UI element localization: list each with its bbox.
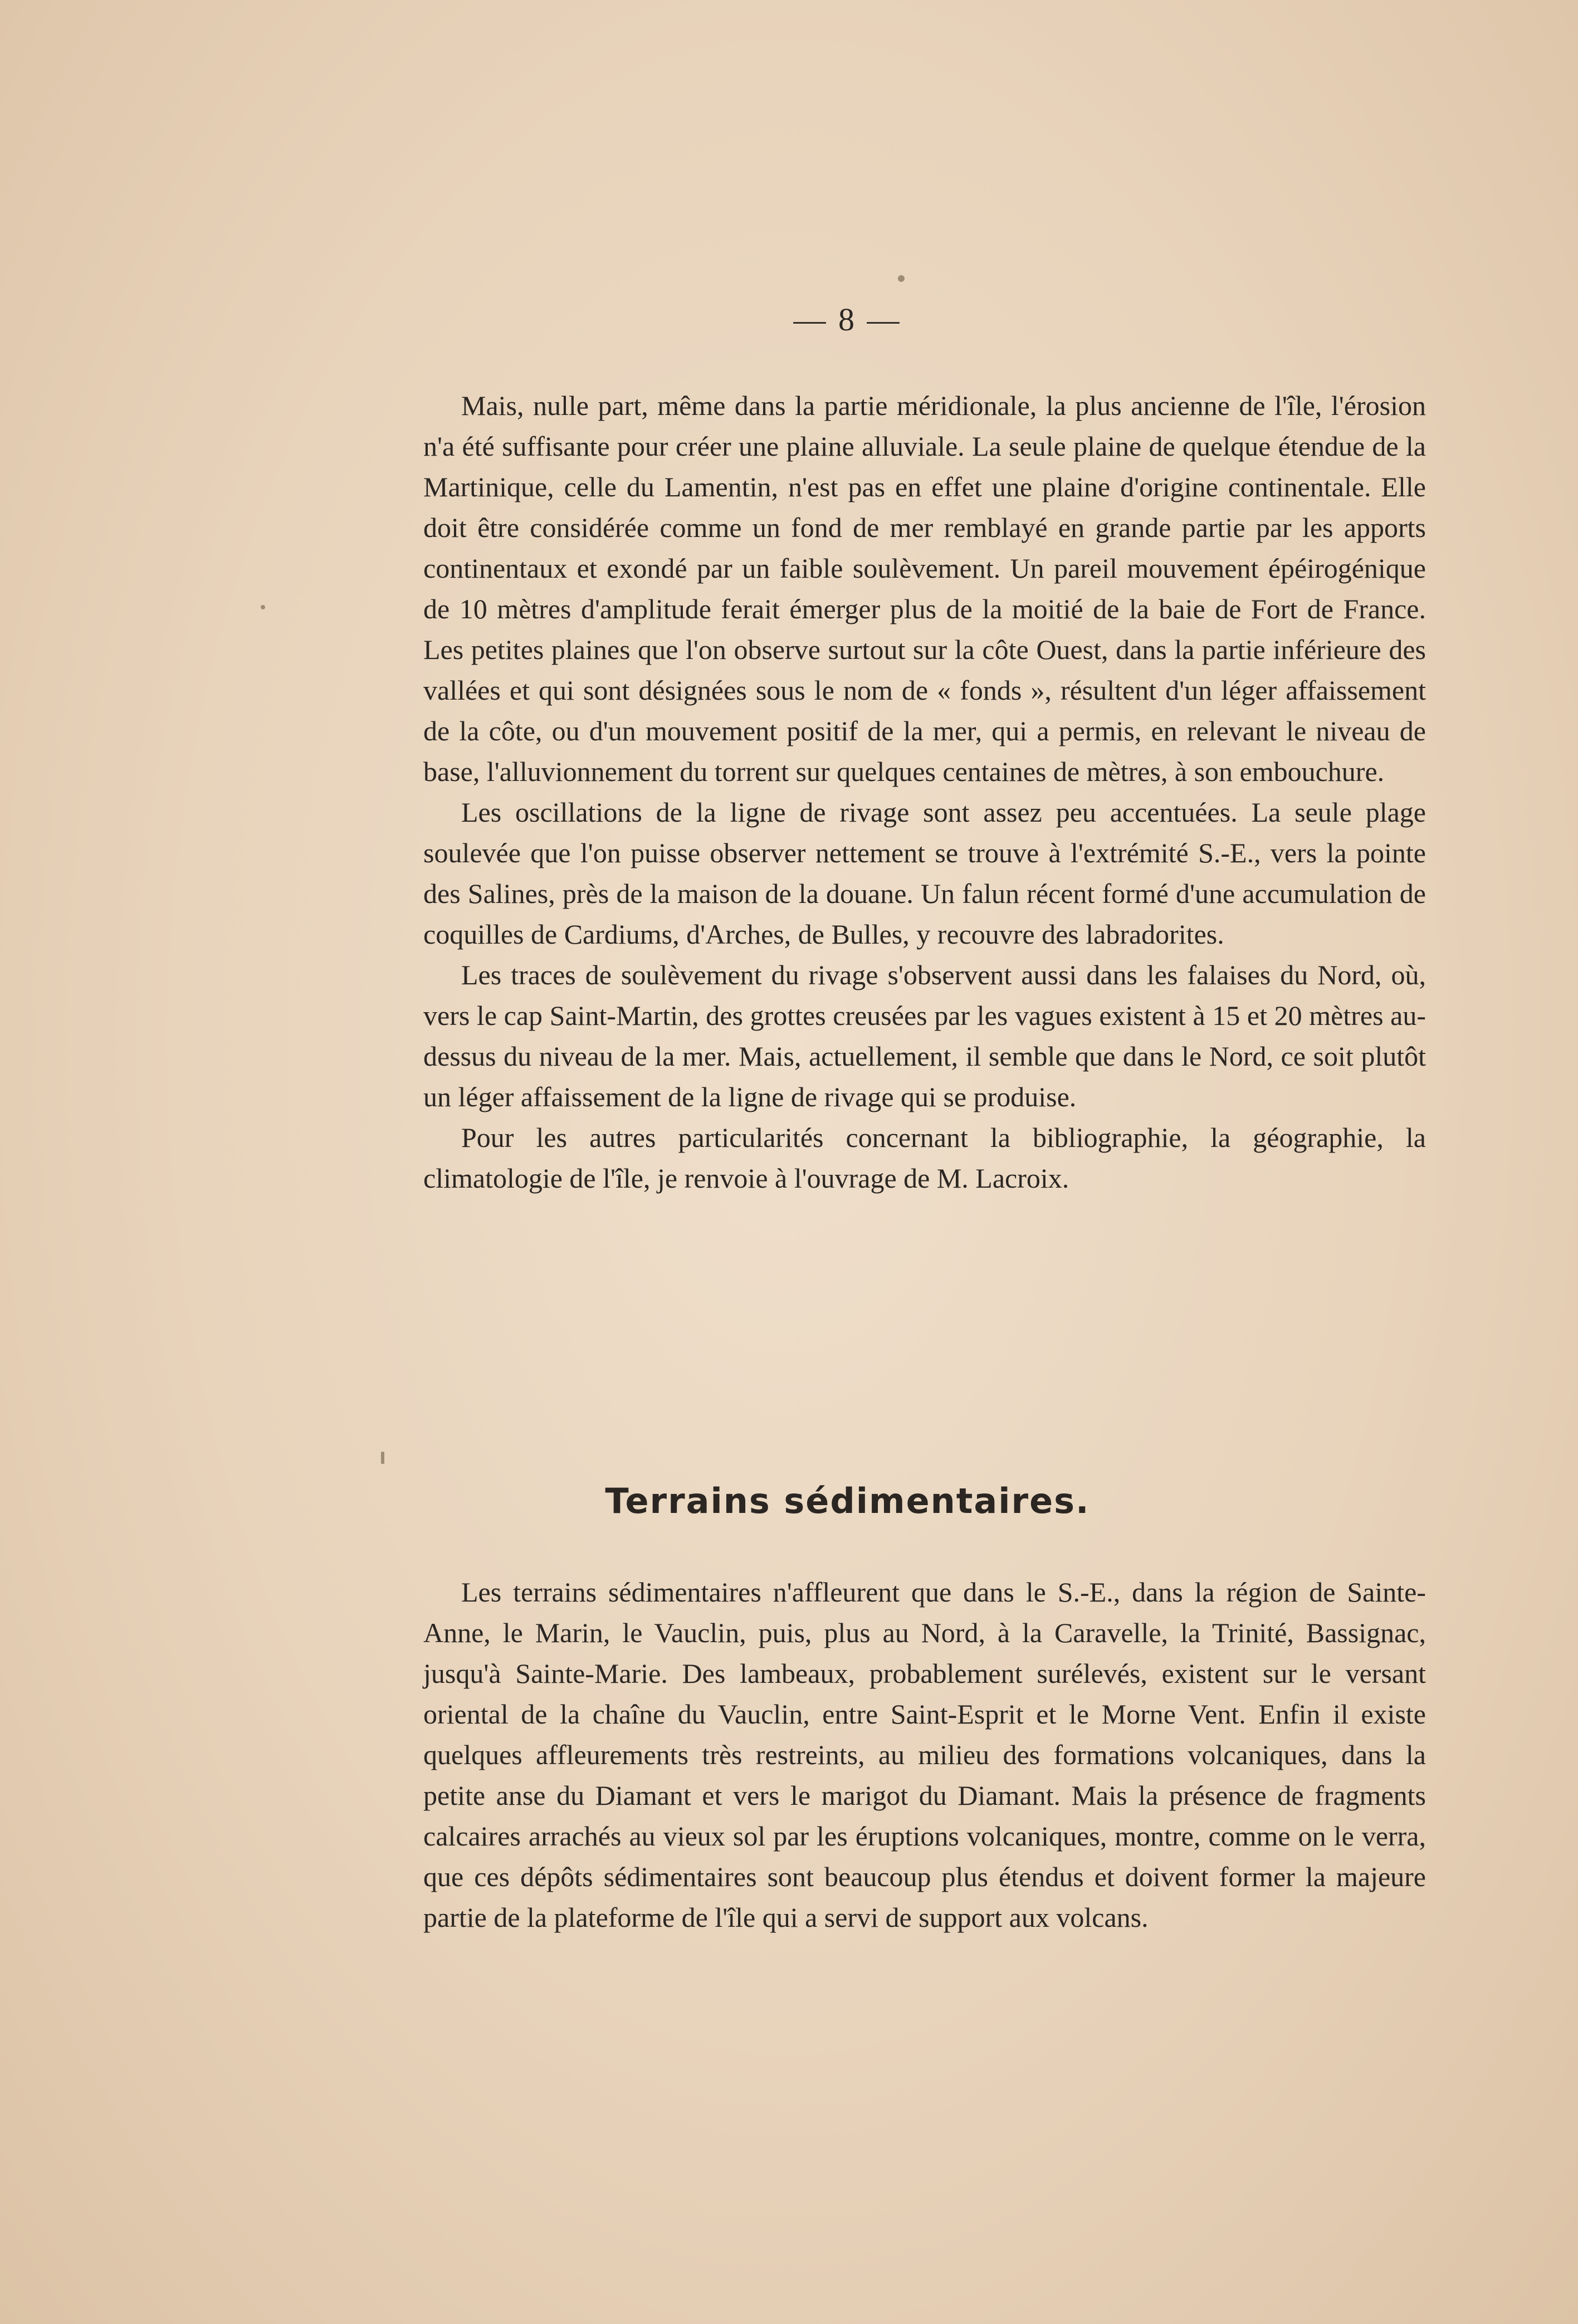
paragraph: Les traces de soulèvement du rivage s'observent aussi dans les falaises du Nord, où, vers le cap Saint-Martin, des grottes creusées par les vagues existent à 15 et 20 mètres au-dessus du niveau de la mer. Mais, actuellement, il semble que dans le Nord, ce soit plutôt un léger affaissement de la ligne de rivage qui se produise. xyxy=(423,959,1426,1112)
ink-speck xyxy=(381,1452,384,1464)
paragraph: Les terrains sédimentaires n'affleurent que dans le S.-E., dans la région de Sainte-Anne, le Marin, le Vauclin, puis, plus au Nord, à la Caravelle, la Trinité, Bassignac, jusqu'à Sainte-Marie. Des lambeaux, probablement surélevés, existent sur le versant oriental de la chaîne du Vauclin, entre Saint-Esprit et le Morne Vent. Enfin il existe quelques affleurements très restreints, au milieu des formations volcaniques, dans la petite anse du Diamant et vers le marigot du Diamant. Mais la présence de fragments calcaires arrachés au vieux sol par les éruptions volcaniques, montre, comme on le verra, que ces dépôts sédimentaires sont beaucoup plus étendus et doivent former la majeure partie de la plateforme de l'île qui a servi de support aux volcans. xyxy=(423,1576,1426,1933)
paragraph: Mais, nulle part, même dans la partie méridionale, la plus ancienne de l'île, l'érosion n'a été suffisante pour créer une plaine alluviale. La seule plaine de quelque étendue de la Martinique, celle du Lamentin, n'est pas en effet une plaine d'origine continentale. Elle doit être considérée comme un fond de mer remblayé en grande partie par les apports continentaux et exondé par un faible soulèvement. Un pareil mouvement épéirogénique de 10 mètres d'amplitude ferait émerger plus de la moitié de la baie de Fort de France. Les petites plaines que l'on observe surtout sur la côte Ouest, dans la partie inférieure des vallées et qui sont désignées sous le nom de « fonds », résultent d'un léger affaissement de la côte, ou d'un mouvement positif de la mer, qui a permis, en relevant le niveau de base, l'alluvionnement du torrent sur quelques centaines de mètres, à son embouchure. xyxy=(423,390,1426,787)
paragraph: Les oscillations de la ligne de rivage sont assez peu accentuées. La seule plage soulevée que l'on puisse observer nettement se trouve à l'extrémité S.-E., vers la pointe des Salines, près de la maison de la douane. Un falun récent formé d'une accumulation de coquilles de Cardiums, d'Arches, de Bulles, y recouvre des labradorites. xyxy=(423,797,1426,950)
body-text-after-heading xyxy=(423,1572,1426,1938)
page-number: — 8 — xyxy=(793,301,902,338)
paragraph: Pour les autres particularités concernant la bibliographie, la géographie, la climatologie de l'île, je renvoie à l'ouvrage de M. Lacroix. xyxy=(423,1122,1426,1194)
ink-speck xyxy=(898,275,905,282)
body-text-before-heading xyxy=(423,385,1426,1199)
ink-speck xyxy=(261,605,265,609)
section-heading: Terrains sédimentaires. xyxy=(605,1481,1090,1521)
